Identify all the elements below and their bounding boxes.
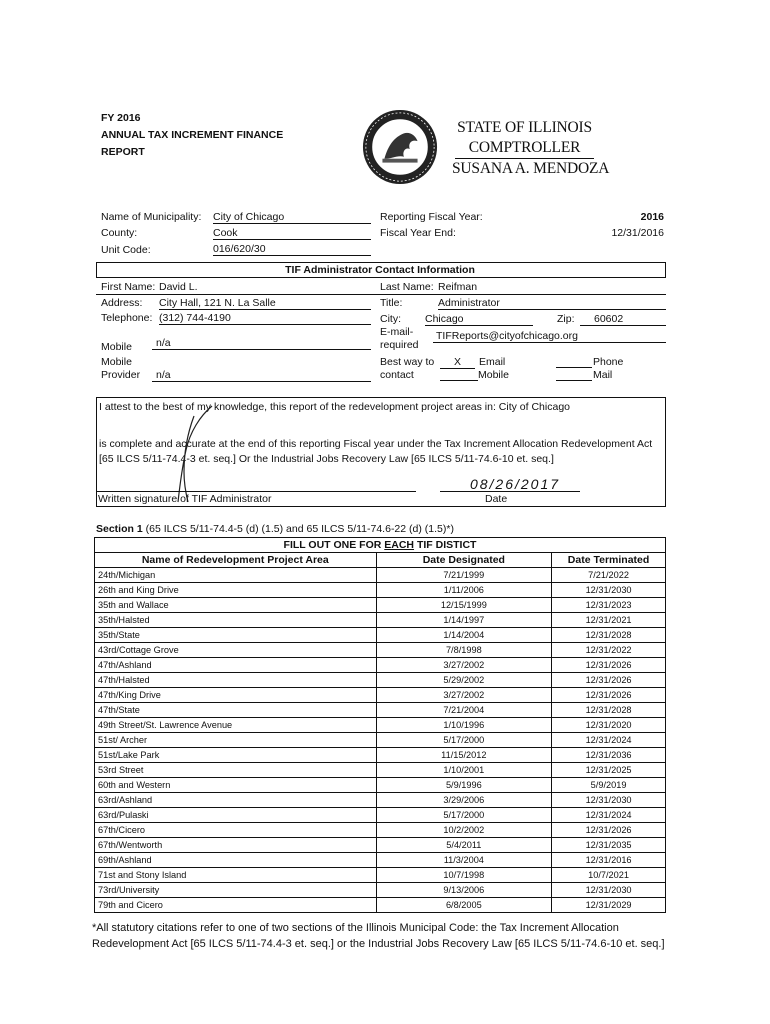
column-header-name: Name of Redevelopment Project Area (95, 553, 377, 568)
table-row (95, 583, 666, 598)
project-name-cell: 71st and Stony Island (95, 868, 377, 883)
contact-phone-checkbox[interactable] (556, 355, 592, 368)
project-name-cell: 63rd/Ashland (95, 793, 377, 808)
table-row (95, 568, 666, 583)
city-label: City: (380, 313, 401, 325)
date-designated-cell: 5/9/1996 (376, 778, 552, 793)
report-header (101, 110, 283, 161)
municipality-label: Name of Municipality: (101, 211, 202, 223)
date-designated-cell: 1/10/2001 (376, 763, 552, 778)
date-terminated-cell: 12/31/2022 (552, 643, 666, 658)
table-row (95, 823, 666, 838)
address-value: City Hall, 121 N. La Salle (159, 297, 371, 310)
date-designated-cell: 7/21/1999 (376, 568, 552, 583)
date-designated-cell: 7/8/1998 (376, 643, 552, 658)
date-terminated-cell: 12/31/2021 (552, 613, 666, 628)
tif-district-table-wrap (94, 537, 666, 913)
table-row (95, 613, 666, 628)
project-name-cell: 47th/State (95, 703, 377, 718)
first-name-value: David L. (159, 281, 198, 293)
fiscal-year-end-label: Fiscal Year End: (380, 227, 456, 239)
best-way-label-1: Best way to (380, 356, 435, 368)
unit-code-value: 016/620/30 (213, 243, 371, 256)
tif-district-table (94, 537, 666, 913)
project-name-cell: 63rd/Pulaski (95, 808, 377, 823)
date-terminated-cell: 12/31/2028 (552, 628, 666, 643)
column-header-terminated: Date Terminated (552, 553, 666, 568)
table-caption-row (95, 538, 666, 553)
date-terminated-cell: 12/31/2035 (552, 838, 666, 853)
contact-phone-option: Phone (593, 356, 624, 368)
contact-mail-option: Mail (593, 369, 613, 381)
official-name: SUSANA A. MENDOZA (452, 160, 610, 177)
address-label: Address: (101, 297, 143, 309)
unit-code-label: Unit Code: (101, 244, 151, 256)
project-name-cell: 69th/Ashland (95, 853, 377, 868)
project-name-cell: 67th/Wentworth (95, 838, 377, 853)
project-name-cell: 47th/Ashland (95, 658, 377, 673)
title-label: Title: (380, 297, 403, 309)
date-terminated-cell: 10/7/2021 (552, 868, 666, 883)
mobile-value: n/a (152, 337, 371, 350)
contact-email-option: Email (479, 356, 506, 368)
date-designated-cell: 3/27/2002 (376, 688, 552, 703)
date-terminated-cell: 12/31/2026 (552, 658, 666, 673)
email-label-1: E-mail- (380, 326, 414, 338)
section-1-heading (96, 523, 454, 535)
table-row (95, 898, 666, 913)
table-row (95, 628, 666, 643)
office-name: COMPTROLLER (455, 138, 594, 159)
date-designated-cell: 3/29/2006 (376, 793, 552, 808)
date-designated-cell: 7/21/2004 (376, 703, 552, 718)
date-designated-cell: 5/4/2011 (376, 838, 552, 853)
project-name-cell: 79th and Cicero (95, 898, 377, 913)
project-name-cell: 53rd Street (95, 763, 377, 778)
table-caption-pre: FILL OUT ONE FOR (283, 539, 385, 551)
fiscal-year-end-value: 12/31/2016 (611, 227, 664, 239)
date-terminated-cell: 7/21/2022 (552, 568, 666, 583)
date-terminated-cell: 12/31/2026 (552, 673, 666, 688)
first-name-label: First Name: (101, 281, 156, 293)
table-row (95, 793, 666, 808)
telephone-value: (312) 744-4190 (159, 312, 371, 325)
table-row (95, 703, 666, 718)
date-designated-cell: 10/2/2002 (376, 823, 552, 838)
project-name-cell: 73rd/University (95, 883, 377, 898)
date-designated-cell: 1/10/1996 (376, 718, 552, 733)
contact-email-checkbox[interactable]: X (440, 356, 475, 369)
project-name-cell: 35th and Wallace (95, 598, 377, 613)
table-row (95, 853, 666, 868)
date-label: Date (485, 493, 508, 505)
date-terminated-cell: 12/31/2030 (552, 583, 666, 598)
signature-label: Written signature of TIF Administrator (98, 493, 272, 505)
column-header-designated: Date Designated (376, 553, 552, 568)
table-row (95, 688, 666, 703)
date-designated-cell: 1/11/2006 (376, 583, 552, 598)
attest-line-3: [65 ILCS 5/11-74.4-3 et. seq.] Or the Industrial Jobs Recovery Law [65 ILCS 5/11-74.6-10 et. seq.] (99, 453, 554, 465)
state-seal-icon (361, 108, 439, 186)
date-terminated-cell: 12/31/2036 (552, 748, 666, 763)
table-row (95, 838, 666, 853)
table-row (95, 718, 666, 733)
reporting-fiscal-year-label: Reporting Fiscal Year: (380, 211, 483, 223)
comptroller-block (452, 118, 610, 179)
mobile-provider-label-2: Provider (101, 369, 141, 381)
county-label: County: (101, 227, 138, 239)
date-line (440, 491, 580, 492)
city-value: Chicago (425, 313, 533, 326)
date-designated-cell: 10/7/1998 (376, 868, 552, 883)
table-header-row (95, 553, 666, 568)
date-designated-cell: 3/27/2002 (376, 658, 552, 673)
best-way-label-2: contact (380, 369, 414, 381)
date-terminated-cell: 12/31/2030 (552, 883, 666, 898)
report-title-line-2: REPORT (101, 146, 145, 158)
last-name-value: Reifman (438, 281, 478, 293)
table-row (95, 778, 666, 793)
contact-heading: TIF Administrator Contact Information (285, 264, 475, 276)
table-row (95, 733, 666, 748)
table-row (95, 658, 666, 673)
project-name-cell: 51st/Lake Park (95, 748, 377, 763)
email-value: TIFReports@cityofchicago.org (433, 330, 666, 343)
title-value: Administrator (438, 297, 666, 310)
date-terminated-cell: 12/31/2025 (552, 763, 666, 778)
date-terminated-cell: 12/31/2024 (552, 808, 666, 823)
project-name-cell: 60th and Western (95, 778, 377, 793)
project-name-cell: 47th/Halsted (95, 673, 377, 688)
zip-value: 60602 (580, 313, 666, 326)
date-designated-cell: 5/17/2000 (376, 733, 552, 748)
date-designated-cell: 12/15/1999 (376, 598, 552, 613)
mobile-provider-value: n/a (152, 369, 371, 382)
date-terminated-cell: 12/31/2020 (552, 718, 666, 733)
table-row (95, 748, 666, 763)
zip-label: Zip: (557, 313, 575, 325)
last-name-label: Last Name: (380, 281, 434, 293)
project-name-cell: 24th/Michigan (95, 568, 377, 583)
municipality-value: City of Chicago (213, 211, 371, 224)
signature-line (96, 491, 416, 492)
section-1-heading-citation: (65 ILCS 5/11-74.4-5 (d) (1.5) and 65 ILCS 5/11-74.6-22 (d) (1.5)*) (142, 523, 454, 535)
report-title-line-1: ANNUAL TAX INCREMENT FINANCE (101, 129, 284, 141)
date-designated-cell: 5/17/2000 (376, 808, 552, 823)
project-name-cell: 26th and King Drive (95, 583, 377, 598)
contact-mobile-checkbox[interactable] (440, 368, 478, 381)
contact-mail-checkbox[interactable] (556, 368, 592, 381)
telephone-label: Telephone: (101, 312, 153, 324)
date-terminated-cell: 12/31/2024 (552, 733, 666, 748)
date-terminated-cell: 12/31/2030 (552, 793, 666, 808)
date-designated-cell: 1/14/1997 (376, 613, 552, 628)
date-designated-cell: 9/13/2006 (376, 883, 552, 898)
date-terminated-cell: 12/31/2016 (552, 853, 666, 868)
table-row (95, 868, 666, 883)
date-terminated-cell: 5/9/2019 (552, 778, 666, 793)
section-1-heading-bold: Section 1 (96, 523, 143, 535)
tif-district-rows (95, 568, 666, 913)
table-row (95, 598, 666, 613)
project-name-cell: 35th/Halsted (95, 613, 377, 628)
date-designated-cell: 11/3/2004 (376, 853, 552, 868)
attest-line-2: is complete and accurate at the end of this reporting Fiscal year under the Tax Increment Allocation Redevelopment Act (99, 438, 653, 450)
date-terminated-cell: 12/31/2029 (552, 898, 666, 913)
table-caption-each: EACH (384, 539, 415, 551)
table-row (95, 883, 666, 898)
state-name: STATE OF ILLINOIS (457, 119, 592, 136)
table-row (95, 808, 666, 823)
date-terminated-cell: 12/31/2023 (552, 598, 666, 613)
contact-rule-1 (96, 294, 666, 295)
date-terminated-cell: 12/31/2026 (552, 823, 666, 838)
date-designated-cell: 11/15/2012 (376, 748, 552, 763)
date-designated-cell: 1/14/2004 (376, 628, 552, 643)
date-terminated-cell: 12/31/2026 (552, 688, 666, 703)
table-caption-post: TIF DISTICT (414, 539, 477, 551)
statutory-footnote: *All statutory citations refer to one of two sections of the Illinois Municipal Code: the Tax Increment Allocation Redevelopment Act [65 ILCS 5/11-74.4-3 et. seq.] or the Industrial Jobs Recovery Law [65 ILCS 5/11-74.6-10 et. seq.] (92, 922, 665, 950)
reporting-fiscal-year-value: 2016 (640, 211, 664, 223)
attest-line-1: I attest to the best of my knowledge, this report of the redevelopment project areas in: City of Chicago (99, 401, 570, 413)
project-name-cell: 47th/King Drive (95, 688, 377, 703)
project-name-cell: 49th Street/St. Lawrence Avenue (95, 718, 377, 733)
table-caption (95, 538, 666, 553)
table-row (95, 643, 666, 658)
mobile-provider-label-1: Mobile (101, 356, 132, 368)
signature-date-value: 08/26/2017 (469, 476, 561, 492)
table-row (95, 763, 666, 778)
project-name-cell: 43rd/Cottage Grove (95, 643, 377, 658)
date-terminated-cell: 12/31/2028 (552, 703, 666, 718)
date-designated-cell: 5/29/2002 (376, 673, 552, 688)
table-row (95, 673, 666, 688)
date-designated-cell: 6/8/2005 (376, 898, 552, 913)
project-name-cell: 51st/ Archer (95, 733, 377, 748)
project-name-cell: 35th/State (95, 628, 377, 643)
project-name-cell: 67th/Cicero (95, 823, 377, 838)
county-value: Cook (213, 227, 371, 240)
contact-mobile-option: Mobile (478, 369, 509, 381)
mobile-label: Mobile (101, 341, 132, 353)
fiscal-year-title: FY 2016 (101, 112, 141, 124)
email-label-2: required (380, 339, 419, 351)
